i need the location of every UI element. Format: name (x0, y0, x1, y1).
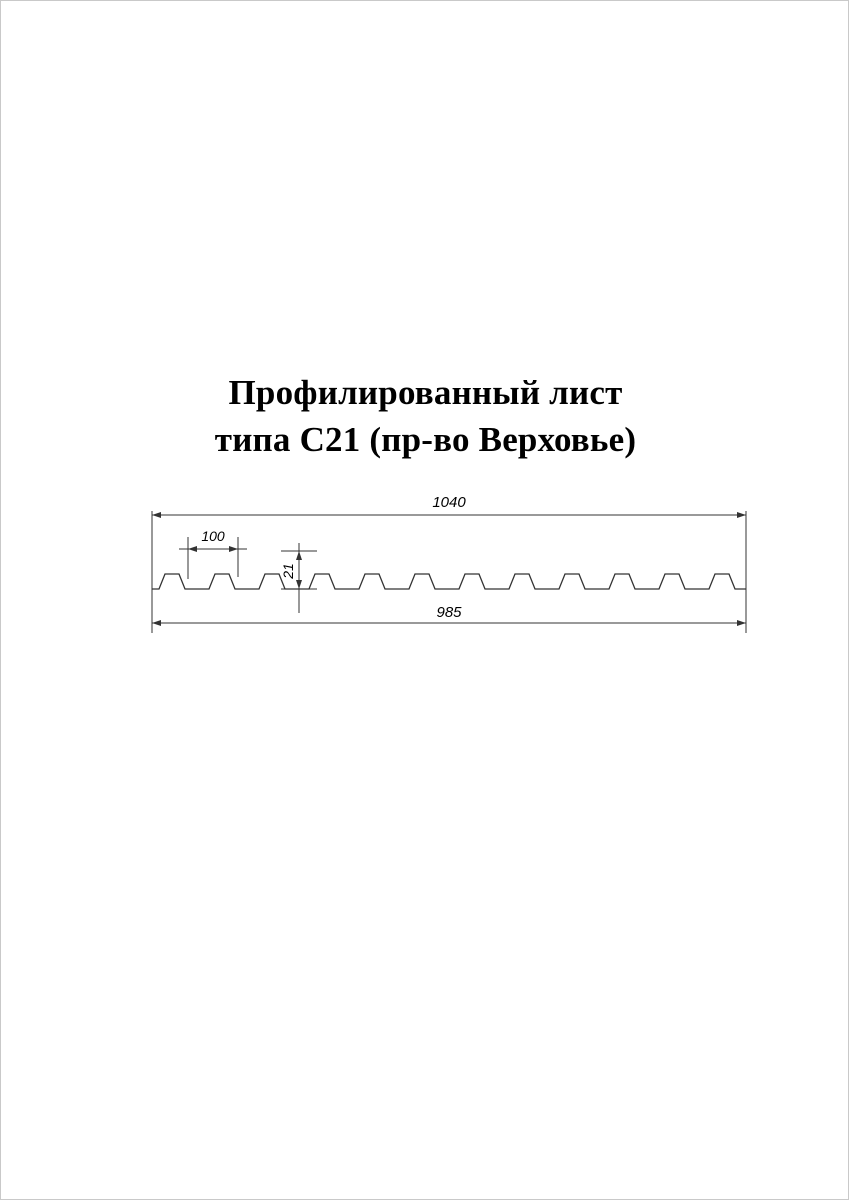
label-wave-pitch: 100 (201, 528, 225, 544)
technical-drawing (121, 471, 801, 661)
label-working-width: 985 (436, 604, 462, 621)
label-profile-height: 21 (280, 563, 296, 579)
page-title (1, 369, 849, 463)
title-line-2: типа С21 (пр-во Верховье) (214, 420, 637, 459)
sheet-profile-outline (152, 574, 746, 589)
label-total-width: 1040 (432, 494, 466, 511)
title-line-1: Профилированный лист (228, 373, 623, 412)
profile-drawing-svg (121, 471, 801, 661)
